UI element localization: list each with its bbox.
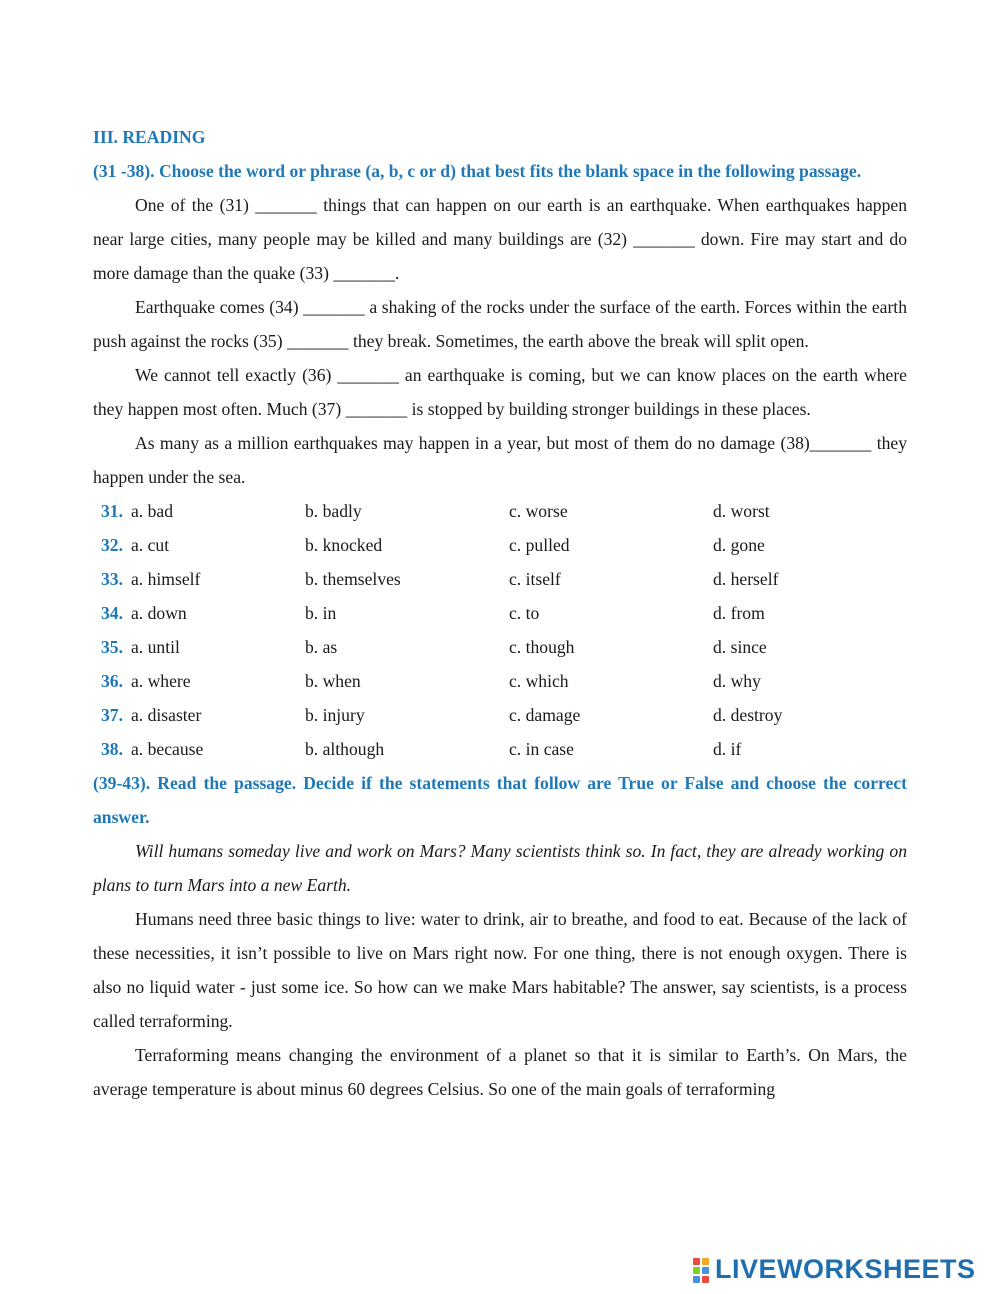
- option-c[interactable]: c. though: [509, 637, 575, 657]
- option-b[interactable]: b. as: [305, 637, 338, 657]
- option-d[interactable]: d. since: [713, 637, 767, 657]
- option-a[interactable]: a. himself: [131, 569, 201, 589]
- logo-square: [693, 1276, 700, 1283]
- logo-square: [702, 1276, 709, 1283]
- question-row: [93, 630, 907, 664]
- logo-square: [702, 1258, 709, 1265]
- question-row: [93, 562, 907, 596]
- part1-instruction: (31 -38). Choose the word or phrase (a, b, c or d) that best fits the blank space in the following passage.: [93, 161, 862, 181]
- option-b[interactable]: b. although: [305, 739, 385, 759]
- question-number: 36.: [101, 671, 123, 691]
- passage1-paragraph: As many as a million earthquakes may happen in a year, but most of them do no damage (38)_______ they happen under the sea.: [93, 433, 907, 487]
- passage2-paragraph: Terraforming means changing the environment of a planet so that it is similar to Earth’s. On Mars, the average temperature is about minus 60 degrees Celsius. So one of the main goals of terraforming: [93, 1045, 907, 1099]
- passage1-paragraph: One of the (31) _______ things that can happen on our earth is an earthquake. When earthquakes happen near large cities, many people may be killed and many buildings are (32) _______ down. Fire may start and do more damage than the quake (33) _______.: [93, 195, 907, 283]
- option-b[interactable]: b. badly: [305, 501, 362, 521]
- option-b[interactable]: b. injury: [305, 705, 365, 725]
- option-a[interactable]: a. until: [131, 637, 180, 657]
- option-c[interactable]: c. pulled: [509, 535, 570, 555]
- option-a[interactable]: a. cut: [131, 535, 170, 555]
- worksheet-page: [93, 120, 907, 1106]
- option-b[interactable]: b. when: [305, 671, 361, 691]
- liveworksheets-logo: [693, 1254, 976, 1284]
- option-d[interactable]: d. destroy: [713, 705, 783, 725]
- option-d[interactable]: d. herself: [713, 569, 779, 589]
- option-d[interactable]: d. gone: [713, 535, 765, 555]
- question-number: 33.: [101, 569, 123, 589]
- passage1-paragraph: Earthquake comes (34) _______ a shaking of the rocks under the surface of the earth. Forces within the earth push against the rocks (35) _______ they break. Sometimes, the earth above the break will split open.: [93, 297, 907, 351]
- option-d[interactable]: d. worst: [713, 501, 770, 521]
- option-b[interactable]: b. themselves: [305, 569, 401, 589]
- passage1-paragraph: We cannot tell exactly (36) _______ an earthquake is coming, but we can know places on the earth where they happen most often. Much (37) _______ is stopped by building stronger buildings in these places.: [93, 365, 907, 419]
- logo-square: [693, 1258, 700, 1265]
- question-number: 35.: [101, 637, 123, 657]
- option-c[interactable]: c. in case: [509, 739, 574, 759]
- option-c[interactable]: c. to: [509, 603, 540, 623]
- part2-instruction: (39-43). Read the passage. Decide if the statements that follow are True or False and choose the correct answer.: [93, 773, 907, 827]
- question-row: [93, 494, 907, 528]
- question-row: [93, 664, 907, 698]
- question-row: [93, 698, 907, 732]
- option-a[interactable]: a. where: [131, 671, 191, 691]
- question-number: 34.: [101, 603, 123, 623]
- question-number: 31.: [101, 501, 123, 521]
- logo-text: LIVEWORKSHEETS: [715, 1253, 976, 1284]
- question-row: [93, 732, 907, 766]
- option-b[interactable]: b. in: [305, 603, 337, 623]
- question-row: [93, 596, 907, 630]
- option-c[interactable]: c. which: [509, 671, 569, 691]
- option-b[interactable]: b. knocked: [305, 535, 383, 555]
- option-d[interactable]: d. from: [713, 603, 765, 623]
- logo-square: [693, 1267, 700, 1274]
- passage2-paragraph: Humans need three basic things to live: water to drink, air to breathe, and food to eat. Because of the lack of these necessities, it isn’t possible to live on Mars right now. For one thing, there is not enough oxygen. There is also no liquid water - just some ice. So how can we make Mars habitable? The answer, say scientists, is a process called terraforming.: [93, 909, 907, 1031]
- question-options-list: [93, 494, 907, 766]
- question-row: [93, 528, 907, 562]
- option-c[interactable]: c. itself: [509, 569, 561, 589]
- question-number: 32.: [101, 535, 123, 555]
- option-c[interactable]: c. worse: [509, 501, 568, 521]
- option-a[interactable]: a. down: [131, 603, 187, 623]
- question-number: 37.: [101, 705, 123, 725]
- passage2-intro: Will humans someday live and work on Mars? Many scientists think so. In fact, they are already working on plans to turn Mars into a new Earth.: [93, 841, 907, 895]
- logo-square: [702, 1267, 709, 1274]
- option-a[interactable]: a. because: [131, 739, 204, 759]
- question-number: 38.: [101, 739, 123, 759]
- section-title: III. READING: [93, 127, 206, 147]
- option-a[interactable]: a. bad: [131, 501, 174, 521]
- option-d[interactable]: d. if: [713, 739, 742, 759]
- option-c[interactable]: c. damage: [509, 705, 581, 725]
- logo-icon: [693, 1256, 711, 1282]
- option-d[interactable]: d. why: [713, 671, 761, 691]
- option-a[interactable]: a. disaster: [131, 705, 202, 725]
